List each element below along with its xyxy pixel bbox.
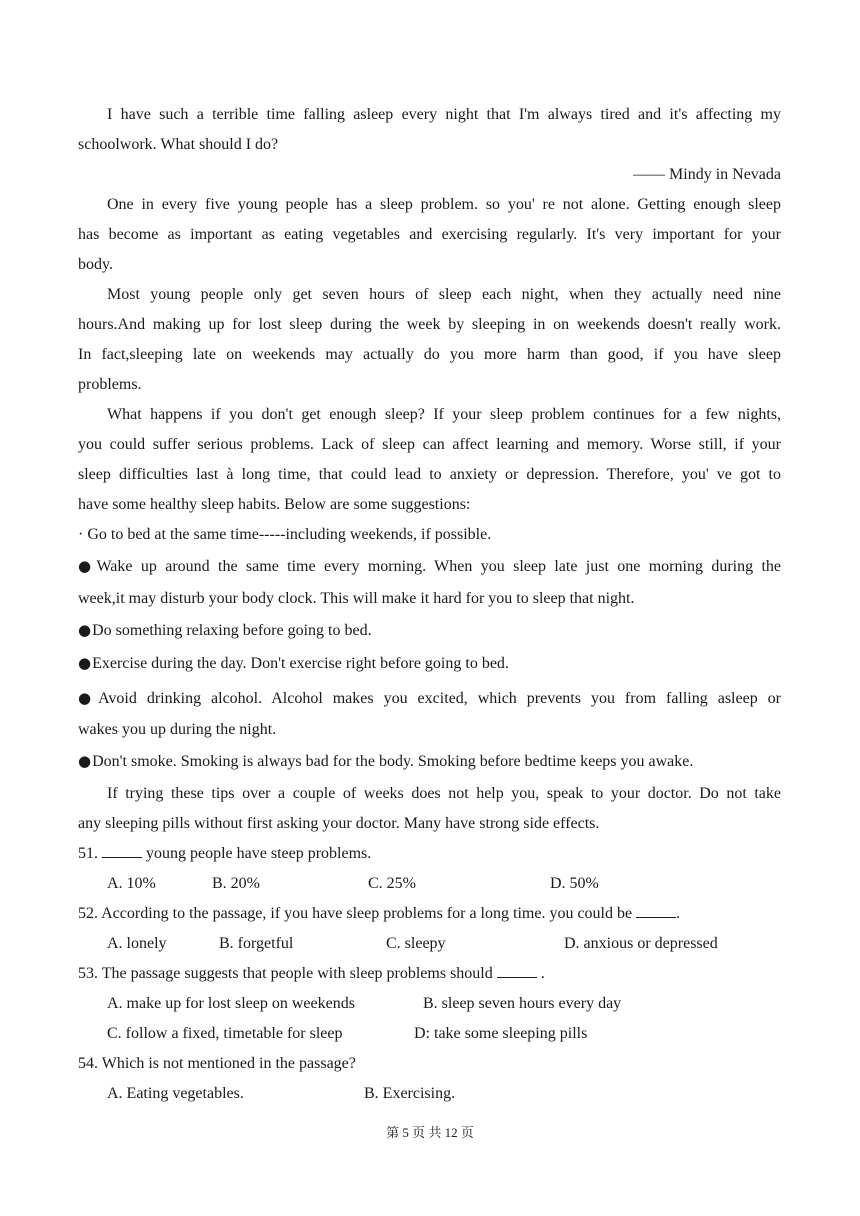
tip-4: [78, 653, 781, 674]
tip-3: [78, 620, 781, 641]
letter-signature: —— Mindy in Nevada: [633, 166, 781, 183]
bullet-icon: ●: [78, 557, 96, 575]
tip-3-text: Do something relaxing before going to bed.: [92, 622, 372, 639]
question-52-stem: 52. According to the passage, if you have sleep problems for a long time. you could be: [78, 905, 637, 922]
page-footer: 第 5 页 共 12 页: [386, 1125, 474, 1140]
question-51-stem: young people have steep problems.: [142, 845, 372, 862]
q53-option-c[interactable]: C. follow a fixed, timetable for sleep: [107, 1025, 343, 1042]
tip-2-line-1: [78, 556, 781, 577]
bullet-icon: ●: [78, 621, 92, 639]
q54-option-a[interactable]: A. Eating vegetables.: [107, 1085, 244, 1102]
paragraph-3-line-4: have some healthy sleep habits. Below are some suggestions:: [78, 496, 471, 513]
tip-4-text: Exercise during the day. Don't exercise right before going to bed.: [92, 655, 509, 672]
paragraph-1-line-1: One in every five young people has a sleep problem. so you' re not alone. Getting enough sleep: [107, 196, 781, 213]
q53-option-a[interactable]: A. make up for lost sleep on weekends: [107, 995, 355, 1012]
paragraph-1-line-3: body.: [78, 256, 113, 273]
closing-line-2: any sleeping pills without first asking your doctor. Many have strong side effects.: [78, 815, 600, 832]
letter-question-line-2: schoolwork. What should I do?: [78, 136, 279, 153]
question-51-number: 51.: [78, 845, 98, 862]
q53-option-b[interactable]: B. sleep seven hours every day: [423, 995, 622, 1012]
letter-question-line-1: I have such a terrible time falling asleep every night that I'm always tired and it's affecting my: [107, 106, 781, 123]
tip-2-line-2: week,it may disturb your body clock. This will make it hard for you to sleep that night.: [78, 590, 635, 607]
answer-blank[interactable]: [497, 965, 537, 978]
answer-blank[interactable]: [636, 905, 676, 918]
paragraph-1-line-2: has become as important as eating vegetables and exercising regularly. It's very important for your: [78, 226, 781, 243]
tip-6-text: Don't smoke. Smoking is always bad for the body. Smoking before bedtime keeps you awake.: [92, 753, 694, 770]
paragraph-2-line-2: hours.And making up for lost sleep during the week by sleeping in on weekends doesn't really work.: [78, 316, 781, 333]
q52-option-b[interactable]: B. forgetful: [219, 935, 294, 952]
tip-5-text: Avoid drinking alcohol. Alcohol makes you excited, which prevents you from falling asleep or: [98, 690, 781, 707]
question-51: [78, 844, 781, 864]
answer-blank[interactable]: [102, 845, 142, 858]
q52-option-a[interactable]: A. lonely: [107, 935, 167, 952]
question-53: [78, 964, 781, 984]
paragraph-2-line-4: problems.: [78, 376, 142, 393]
q53-option-d[interactable]: D: take some sleeping pills: [414, 1025, 588, 1042]
question-53-stem: 53. The passage suggests that people with sleep problems should: [78, 965, 497, 982]
q52-option-d[interactable]: D. anxious or depressed: [564, 935, 718, 952]
paragraph-3-line-2: you could suffer serious problems. Lack of sleep can affect learning and memory. Worse still, if your: [78, 436, 781, 453]
paragraph-2-line-3: In fact,sleeping late on weekends may actually do you more harm than good, if you have sleep: [78, 346, 781, 363]
tip-1: · Go to bed at the same time-----including weekends, if possible.: [78, 526, 492, 543]
question-53-end: .: [536, 965, 545, 982]
tip-2-text: Wake up around the same time every morning. When you sleep late just one morning during the: [96, 558, 782, 575]
question-52: [78, 904, 781, 924]
tip-5-line-2: wakes you up during the night.: [78, 721, 277, 738]
paragraph-3-line-3: sleep difficulties last à long time, that could lead to anxiety or depression. Therefore, you' ve got to: [78, 466, 781, 483]
bullet-icon: ●: [78, 752, 92, 770]
q51-option-a[interactable]: A. 10%: [107, 875, 156, 892]
paragraph-3-line-1: What happens if you don't get enough sleep? If your sleep problem continues for a few nights,: [107, 406, 781, 423]
closing-line-1: If trying these tips over a couple of weeks does not help you, speak to your doctor. Do not take: [107, 785, 781, 802]
q51-option-d[interactable]: D. 50%: [550, 875, 599, 892]
bullet-icon: ●: [78, 654, 92, 672]
q51-option-b[interactable]: B. 20%: [212, 875, 260, 892]
q54-option-b[interactable]: B. Exercising.: [364, 1085, 456, 1102]
tip-5-line-1: [78, 688, 781, 709]
question-52-end: .: [676, 905, 681, 922]
question-54: 54. Which is not mentioned in the passage?: [78, 1055, 356, 1072]
bullet-icon: ●: [78, 689, 98, 707]
tip-6: [78, 751, 781, 772]
q51-option-c[interactable]: C. 25%: [368, 875, 416, 892]
q52-option-c[interactable]: C. sleepy: [386, 935, 446, 952]
paragraph-2-line-1: Most young people only get seven hours of sleep each night, when they actually need nine: [107, 286, 781, 303]
